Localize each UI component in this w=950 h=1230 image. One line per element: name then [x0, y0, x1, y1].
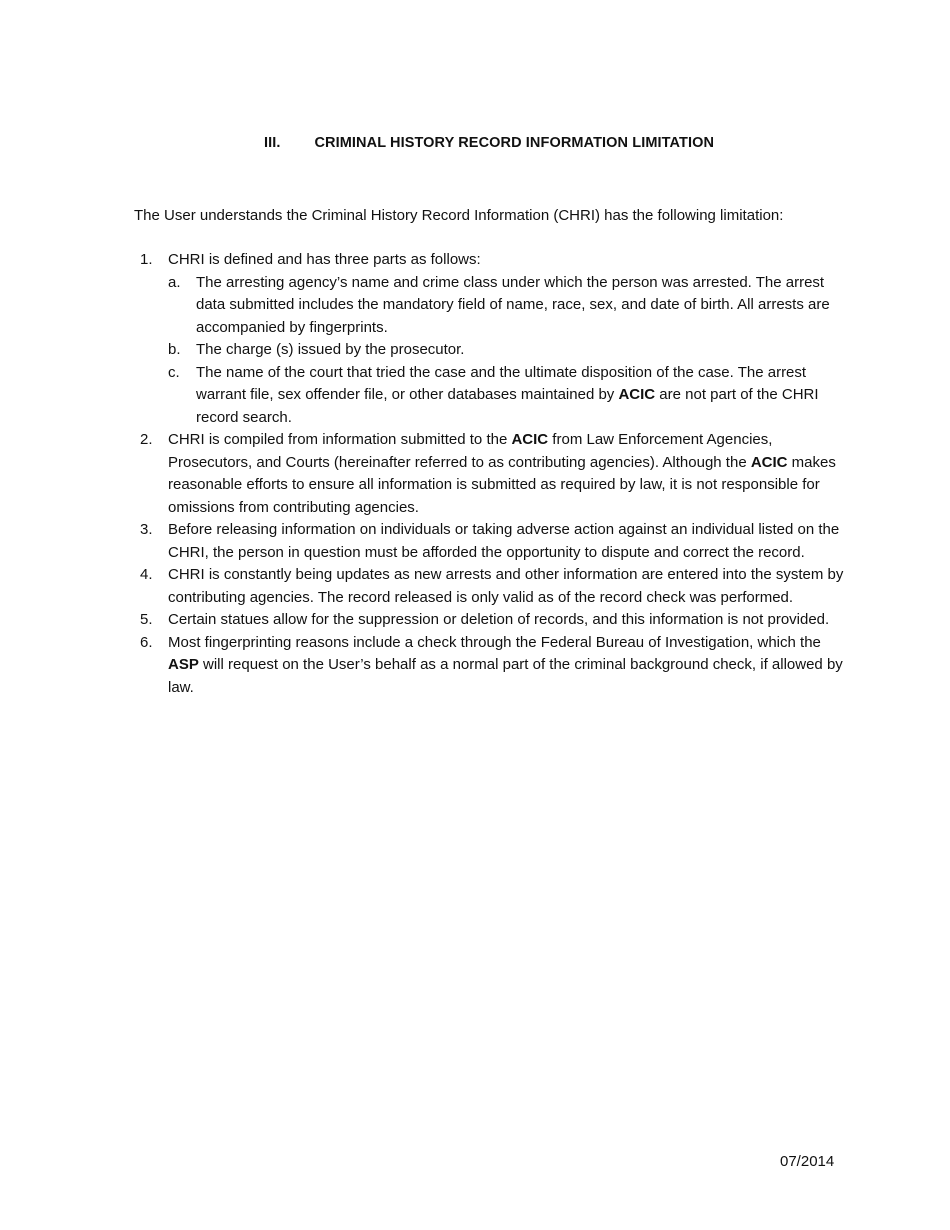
- sub-item-text: are not part of the CHRI record search.: [196, 386, 819, 426]
- sub-item-b: [168, 339, 844, 362]
- list-marker: 4.: [140, 566, 153, 583]
- list-item-text: CHRI is constantly being updates as new arrests and other information are entered into the system by contributing agencies. The record released is only valid as of the record check was performed.: [168, 566, 844, 606]
- list-marker: 1.: [140, 251, 153, 268]
- sub-marker: a.: [168, 273, 181, 291]
- sub-item-text: The charge (s) issued by the prosecutor.: [196, 341, 465, 358]
- list-item-5: [134, 609, 844, 632]
- list-item-6: [134, 632, 844, 700]
- intro-paragraph: The User understands the Criminal History Record Information (CHRI) has the following limitation:: [134, 207, 784, 224]
- sub-item-c: [168, 362, 844, 430]
- list-item-text: makes reasonable efforts to ensure all information is submitted as required by law, it is not responsible for omissions from contributing agencies.: [168, 453, 836, 516]
- list-marker: 6.: [140, 633, 153, 651]
- footer-date: 07/2014: [780, 1153, 835, 1170]
- list-item-text: Before releasing information on individuals or taking adverse action against an individual listed on the CHRI, the person in question must be afforded the opportunity to dispute and correct the record.: [168, 521, 840, 561]
- list-marker: 3.: [140, 521, 153, 538]
- acic-acronym: ACIC: [511, 431, 549, 448]
- list-item-2: [134, 429, 844, 519]
- list-item-text: Certain statues allow for the suppression or deletion of records, and this information is not provided.: [168, 611, 830, 628]
- list-item-1: [134, 249, 844, 429]
- limitation-list: [134, 249, 844, 699]
- list-item-text: CHRI is defined and has three parts as follows:: [168, 251, 481, 268]
- section-number: III.: [263, 135, 281, 151]
- acic-acronym: ACIC: [618, 386, 656, 403]
- section-heading: [0, 135, 950, 151]
- acic-acronym: ACIC: [750, 453, 788, 471]
- sub-item-text: The name of the court that tried the case and the ultimate disposition of the case. The arrest warrant file, sex offender file, or other databases maintained by: [196, 363, 807, 403]
- sub-item-a: [168, 272, 844, 340]
- list-item-text: from Law Enforcement Agencies, Prosecutors, and Courts (hereinafter referred to as contributing agencies). Although the: [168, 431, 773, 471]
- section-title: CRIMINAL HISTORY RECORD INFORMATION LIMITATION: [314, 135, 715, 151]
- sub-item-text: The arresting agency’s name and crime class under which the person was arrested. The arrest data submitted includes the mandatory field of name, race, sex, and date of birth. All arrests are accompanied by fingerprints.: [196, 273, 830, 336]
- list-marker: 2.: [140, 431, 153, 448]
- asp-acronym: ASP: [168, 656, 199, 673]
- list-item-text: CHRI is compiled from information submitted to the: [168, 431, 512, 448]
- sub-marker: b.: [168, 341, 181, 358]
- sub-marker: c.: [168, 363, 180, 381]
- list-item-3: [134, 519, 844, 564]
- list-item-text: will request on the User’s behalf as a normal part of the criminal background check, if allowed by law.: [168, 656, 843, 696]
- list-item-text: Most fingerprinting reasons include a check through the Federal Bureau of Investigation, which the: [168, 633, 821, 651]
- list-marker: 5.: [140, 611, 153, 628]
- list-item-4: [134, 564, 844, 609]
